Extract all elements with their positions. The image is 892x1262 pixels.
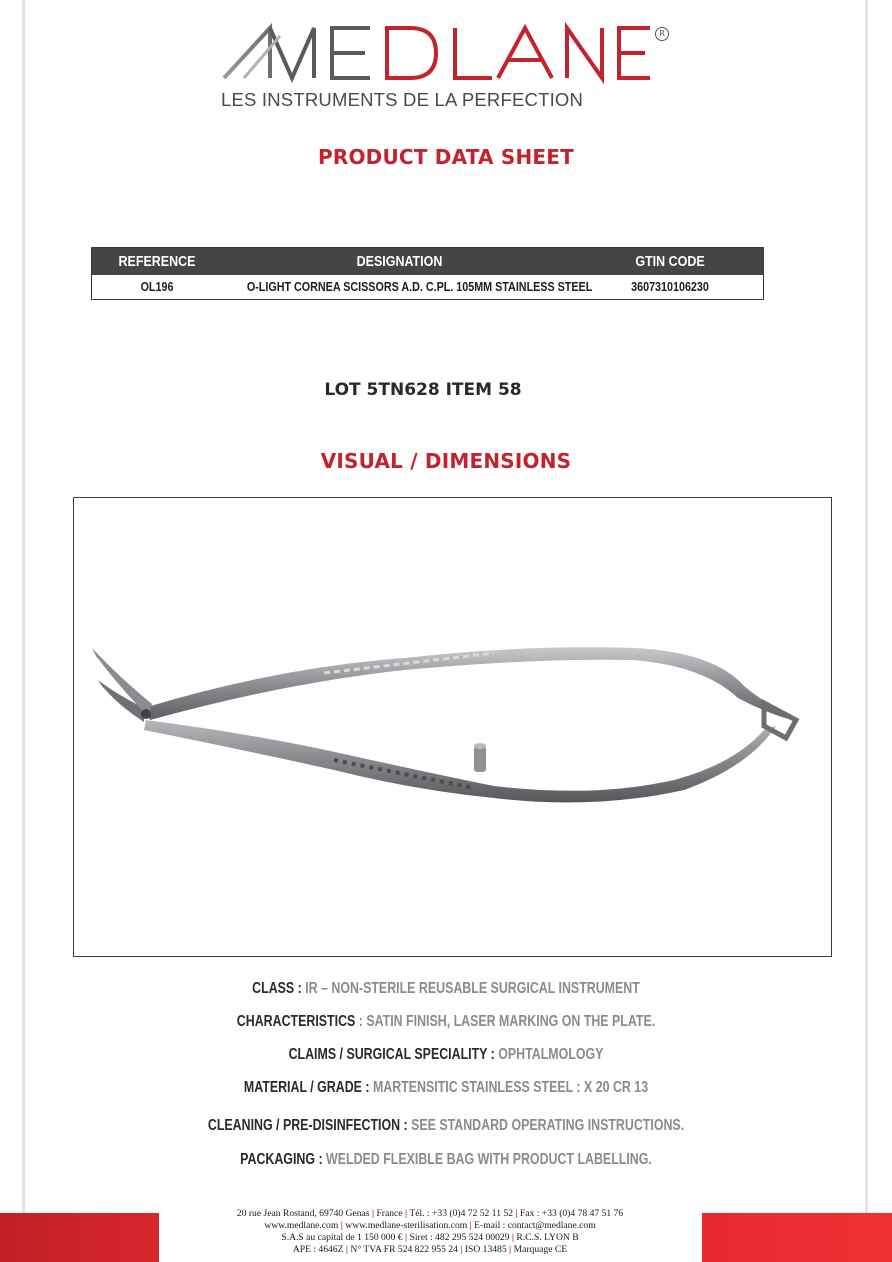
medlane-logo [222,22,674,86]
brand-tagline: LES INSTRUMENTS DE LA PERFECTION [221,89,584,110]
spec-class: CLASS : IR – NON-STERILE REUSABLE SURGICAL INSTRUMENT [252,980,640,997]
footer-line-2: www.medlane.com | www.medlane-sterilisation.com | E-mail : contact@medlane.com [264,1220,596,1231]
section-title-visual: VISUAL / DIMENSIONS [320,449,572,473]
table-row [92,275,763,299]
spec-cleaning: CLEANING / PRE-DISINFECTION : SEE STANDARD OPERATING INSTRUCTIONS. [207,1117,685,1134]
spec-characteristics: CHARACTERISTICS : SATIN FINISH, LASER MARKING ON THE PLATE. [236,1013,656,1030]
header-designation: DESIGNATION [356,253,443,270]
table-header [92,248,763,275]
reference-table [91,247,764,300]
scissors-image [74,498,831,956]
cell-designation: O-LIGHT CORNEA SCISSORS A.D. C.PL. 105MM STAINLESS STEEL [246,280,593,294]
spec-claims: CLAIMS / SURGICAL SPECIALITY : OPHTALMOLOGY [288,1046,604,1063]
spec-packaging: PACKAGING : WELDED FLEXIBLE BAG WITH PRODUCT LABELLING. [240,1151,652,1168]
header-reference: REFERENCE [118,253,196,270]
right-border-line [865,0,868,1262]
sterilisation-website-link[interactable]: www.medlane-sterilisation.com [345,1220,468,1231]
footer-line-1: 20 rue Jean Rostand, 69740 Genas | France | Tél. : +33 (0)4 72 52 11 52 | Fax : +33 (0)4 78 47 51 76 [236,1208,624,1219]
footer-line-3: S.A.S au capital de 1 150 000 € | Siret : 482 295 524 00029 | R.C.S. LYON B [281,1232,579,1243]
footer-bar-right [702,1213,892,1262]
lot-number: LOT 5TN628 ITEM 58 [324,380,522,400]
page-title: PRODUCT DATA SHEET [318,145,574,169]
spec-material: MATERIAL / GRADE : MARTENSITIC STAINLESS STEEL : X 20 CR 13 [243,1079,649,1096]
website-link[interactable]: www.medlane.com [264,1220,339,1231]
footer-line-4: APE : 4646Z | N° TVA FR 524 822 955 24 | ISO 13485 | Marquage CE [292,1244,568,1255]
email-link[interactable]: E-mail : contact@medlane.com [474,1220,596,1231]
product-visual-frame [73,497,832,957]
header-gtin: GTIN CODE [635,253,705,270]
registered-mark: R [655,27,669,41]
cell-gtin: 3607310106230 [631,280,709,294]
footer-bar-left [0,1213,159,1262]
cell-reference: OL196 [140,280,174,294]
footer-address [180,1208,680,1256]
left-border-line [22,0,25,1262]
